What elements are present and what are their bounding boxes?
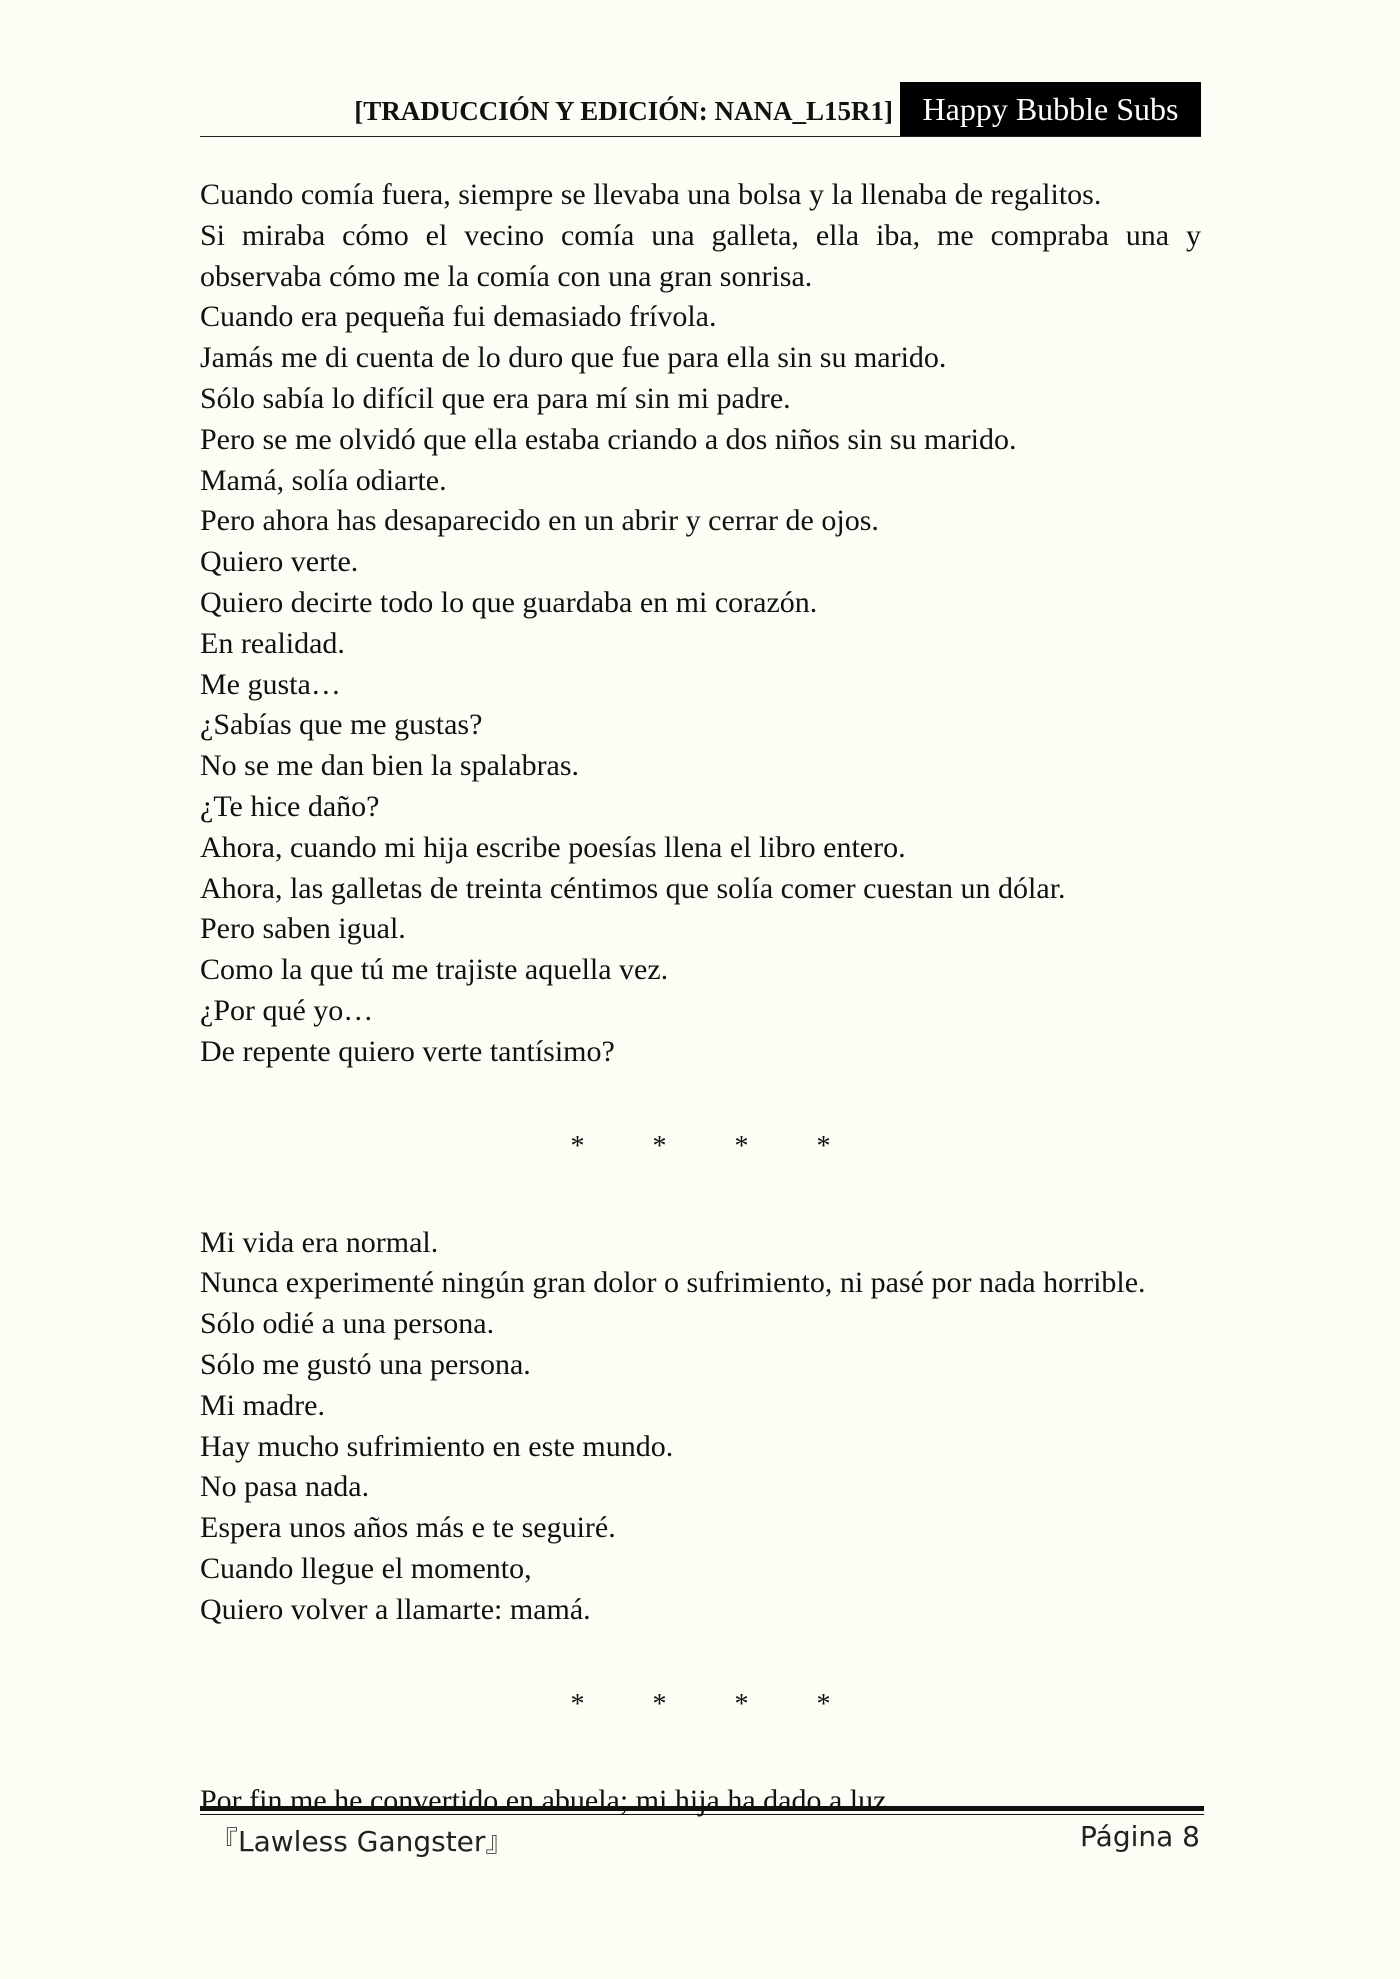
paragraph-line: No pasa nada.	[200, 1470, 370, 1504]
section-separator	[200, 1631, 1201, 1781]
paragraph-line: Cuando comía fuera, siempre se llevaba una bolsa y la llenaba de regalitos.	[200, 178, 1102, 211]
separator-asterisk: *	[652, 1689, 667, 1721]
paragraph-line: Como la que tú me trajiste aquella vez.	[200, 953, 669, 987]
translation-credit: [TRADUCCIÓN Y EDICIÓN: NANA_L15R1]	[354, 96, 893, 126]
paragraph-line: Pero ahora has desaparecido en un abrir y cerrar de ojos.	[200, 504, 879, 538]
footer-rule	[200, 1806, 1204, 1811]
paragraph-line: Pero saben igual.	[200, 912, 406, 946]
paragraph-line: Cuando llegue el momento,	[200, 1551, 532, 1585]
paragraph-line: Pero se me olvidó que ella estaba criando a dos niños sin su marido.	[200, 422, 1017, 456]
paragraph-line: Cuando era pequeña fui demasiado frívola.	[200, 300, 717, 334]
paragraph-line: Quiero decirte todo lo que guardaba en mi corazón.	[200, 585, 818, 619]
paragraph-line: Ahora, las galletas de treinta céntimos que solía comer cuestan un dólar.	[200, 871, 1066, 905]
paragraph-line: Ahora, cuando mi hija escribe poesías llena el libro entero.	[200, 830, 906, 864]
paragraph-line: De repente quiero verte tantísimo?	[200, 1034, 615, 1068]
paragraph-line: Mi vida era normal.	[200, 1225, 439, 1259]
paragraph-line: Me gusta…	[200, 667, 341, 701]
separator-asterisk: *	[570, 1689, 585, 1721]
paragraph-line: Nunca experimenté ningún gran dolor o sufrimiento, ni pasé por nada horrible.	[200, 1266, 1146, 1300]
page-number: Página 8	[1080, 1820, 1200, 1853]
separator-asterisk: *	[816, 1131, 831, 1163]
paragraph-line: En realidad.	[200, 626, 345, 660]
paragraph-line: Mi madre.	[200, 1388, 325, 1422]
separator-asterisk: *	[734, 1689, 749, 1721]
paragraph-line: ¿Te hice daño?	[200, 789, 380, 823]
paragraph-line: Quiero volver a llamarte: mamá.	[200, 1592, 591, 1626]
page-header	[200, 82, 1201, 137]
page-body	[200, 175, 1201, 1821]
separator-asterisk: *	[734, 1131, 749, 1163]
paragraph-line: Por fin me he convertido en abuela; mi hija ha dado a luz.	[200, 1783, 894, 1817]
paragraph-line: Hay mucho sufrimiento en este mundo.	[200, 1429, 674, 1463]
paragraph-line: Espera unos años más e te seguiré.	[200, 1511, 616, 1545]
section-3	[200, 1781, 1201, 1822]
section-2	[200, 1223, 1201, 1631]
paragraph-line: Sólo me gustó una persona.	[200, 1347, 531, 1381]
paragraph-line: Jamás me di cuenta de lo duro que fue para ella sin su marido.	[200, 341, 947, 375]
separator-asterisk: *	[652, 1131, 667, 1163]
section-separator	[200, 1073, 1201, 1223]
book-title: 『Lawless Gangster』	[210, 1825, 514, 1858]
paragraph-line: ¿Sabías que me gustas?	[200, 708, 483, 742]
paragraph-line: Si miraba cómo el vecino comía una galleta, ella iba, me compraba una y observaba cómo me la comía con una gran sonrisa.	[200, 218, 1201, 293]
paragraph-line: Quiero verte.	[200, 545, 359, 579]
paragraph-line: Sólo odié a una persona.	[200, 1307, 495, 1341]
separator-asterisk: *	[816, 1689, 831, 1721]
paragraph-line: Sólo sabía lo difícil que era para mí sin mi padre.	[200, 381, 791, 415]
section-1	[200, 175, 1201, 1073]
separator-asterisk: *	[570, 1131, 585, 1163]
paragraph-line: No se me dan bien la spalabras.	[200, 749, 580, 783]
paragraph-line: ¿Por qué yo…	[200, 993, 374, 1027]
paragraph-line: Mamá, solía odiarte.	[200, 463, 447, 497]
group-name-badge: Happy Bubble Subs	[900, 82, 1201, 136]
